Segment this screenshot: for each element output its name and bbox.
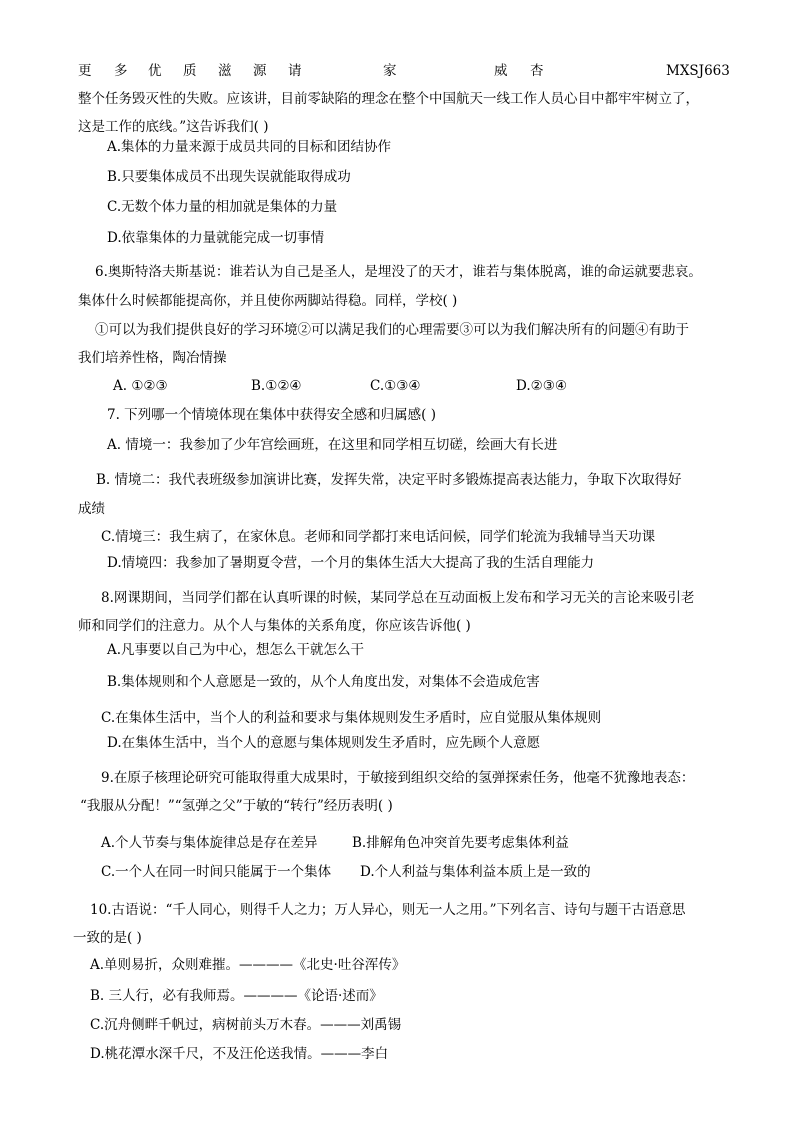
- q10-option-b: B. 三人行，必有我师焉。————《论语·述而》: [90, 988, 383, 1004]
- q6-option-b: B.①②④: [251, 378, 302, 394]
- page-header: [0, 65, 793, 81]
- q5-option-a: A.集体的力量来源于成员共同的目标和团结协作: [107, 139, 392, 155]
- q7-option-b: B. 情境二：我代表班级参加演讲比赛，发挥失常，决定平时多锻炼提高表达能力，争取下次取得好: [96, 472, 682, 488]
- header-char: 滋: [218, 63, 232, 79]
- q9-option-a: A.个人节奏与集体旋律总是存在差异: [101, 835, 318, 851]
- q9-option-b: B.排解角色冲突首先要考虑集体利益: [352, 835, 569, 851]
- q6-option-c: C.①③④: [370, 378, 421, 394]
- header-char: 多: [114, 63, 128, 79]
- q9-stem-line: “我服从分配！”“氢弹之父”于敏的“转行”经历表明( ): [80, 798, 393, 814]
- q5-option-d: D.依靠集体的力量就能完成一切事情: [107, 230, 325, 246]
- q8-option-a: A.凡事要以自己为中心，想怎么干就怎么干: [107, 642, 365, 658]
- q7-option-d: D.情境四：我参加了暑期夏令营，一个月的集体生活大大提高了我的生活自理能力: [107, 555, 595, 571]
- q10-stem-line: 一致的是( ): [73, 930, 142, 946]
- q9-option-d: D.个人利益与集体利益本质上是一致的: [360, 864, 591, 880]
- header-char: 家: [383, 63, 397, 79]
- q5-stem-line: 整个任务毁灭性的失败。应该讲，目前零缺陷的理念在整个中国航天一线工作人员心目中都牢牢树立了，: [78, 91, 699, 107]
- q6-items-line: ①可以为我们提供良好的学习环境②可以满足我们的心理需要③可以为我们解决所有的问题④有助于: [95, 322, 689, 338]
- header-char: 质: [183, 63, 197, 79]
- header-char: 杏: [530, 63, 544, 79]
- q8-stem-line: 师和同学们的注意力。从个人与集体的关系角度，你应该告诉他( ): [78, 618, 471, 634]
- q6-items-line: 我们培养性格，陶冶情操: [78, 350, 227, 366]
- q9-stem-line: 9.在原子核理论研究可能取得重大成果时，于敏接到组织交给的氢弹探索任务，他毫不犹豫地表态：: [101, 770, 695, 786]
- q7-stem: 7. 下列哪一个情境体现在集体中获得安全感和归属感( ): [107, 407, 436, 423]
- q10-option-a: A.单则易折，众则难摧。————《北史·吐谷浑传》: [90, 957, 406, 973]
- q5-option-c: C.无数个体力量的相加就是集体的力量: [107, 199, 338, 215]
- q10-option-c: C.沉舟侧畔千帆过，病树前头万木春。———刘禹锡: [90, 1017, 402, 1033]
- q7-option-c: C.情境三：我生病了，在家休息。老师和同学都打来电话问候，同学们轮流为我辅导当天功课: [101, 529, 656, 545]
- header-char: 请: [288, 63, 302, 79]
- q9-option-c: C.一个人在同一时间只能属于一个集体: [101, 864, 332, 880]
- header-char: 源: [253, 63, 267, 79]
- header-char: 更: [78, 63, 92, 79]
- q6-stem-line: 集体什么时候都能提高你，并且使你两脚站得稳。同样，学校( ): [78, 293, 458, 309]
- q7-option-b-cont: 成绩: [78, 501, 105, 517]
- q8-option-b: B.集体规则和个人意愿是一致的，从个人角度出发，对集体不会造成危害: [107, 674, 540, 690]
- q6-option-a: A. ①②③: [113, 378, 168, 394]
- header-char: 优: [148, 63, 162, 79]
- header-code: MXSJ663: [666, 63, 730, 79]
- q6-option-d: D.②③④: [516, 378, 567, 394]
- q7-option-a: A. 情境一：我参加了少年宫绘画班，在这里和同学相互切磋，绘画大有长进: [107, 437, 558, 453]
- q8-option-d: D.在集体生活中，当个人的意愿与集体规则发生矛盾时，应先顾个人意愿: [107, 735, 541, 751]
- header-char: 威: [494, 63, 508, 79]
- q6-stem-line: 6.奥斯特洛夫斯基说：谁若认为自己是圣人，是埋没了的天才，谁若与集体脱离，谁的命运就要悲哀。: [95, 264, 702, 280]
- q8-option-c: C.在集体生活中，当个人的利益和要求与集体规则发生矛盾时，应自觉服从集体规则: [101, 710, 602, 726]
- q10-option-d: D.桃花潭水深千尺，不及汪伦送我情。———李白: [90, 1046, 389, 1062]
- q8-stem-line: 8.网课期间，当同学们都在认真听课的时候，某同学总在互动面板上发布和学习无关的言论来吸引老: [101, 590, 695, 606]
- q5-stem-line: 这是工作的底线。”这告诉我们( ): [78, 119, 269, 135]
- q5-option-b: B.只要集体成员不出现失误就能取得成功: [107, 169, 351, 185]
- q10-stem-line: 10.古语说：“千人同心，则得千人之力；万人异心，则无一人之用。”下列名言、诗句与题干古语意思: [90, 902, 686, 918]
